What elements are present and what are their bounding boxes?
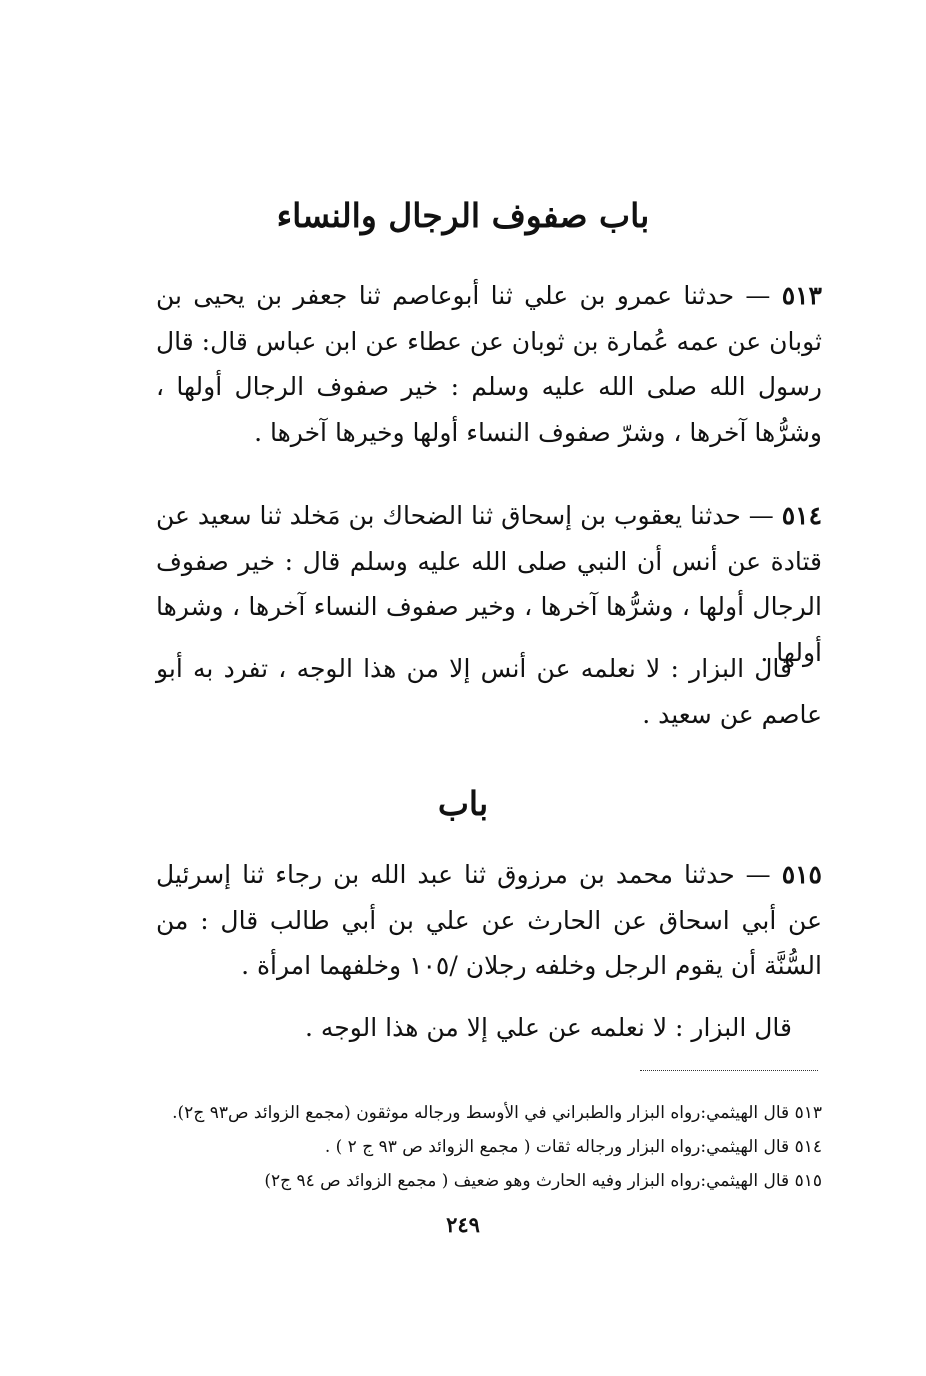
hadith-text: — حدثنا يعقوب بن إسحاق ثنا الضحاك بن مَخلد ثنا سعيد عن قتادة عن أنس أن النبي صلى الله عليه وسلم قال : خير صفوف الرجال أولها ، وشرُّها آخرها ، وخير صفوف النساء آخرها ، وشرها أولها .	[156, 501, 822, 667]
hadith-number: ٥١٣	[781, 281, 822, 310]
bazzar-comment: قال البزار : لا نعلمه عن أنس إلا من هذا الوجه ، تفرد به أبو عاصم عن سعيد .	[156, 654, 822, 729]
chapter-heading: باب صفوف الرجال والنساء	[276, 196, 650, 235]
footnote: ٥١٤ قال الهيثمي:رواه البزار ورجاله ثقات ( مجمع الزوائد ص ٩٣ ج ٢ ) .	[324, 1137, 822, 1157]
bazzar-comment: قال البزار : لا نعلمه عن علي إلا من هذا الوجه .	[304, 1013, 792, 1042]
footnote: ٥١٣ قال الهيثمي:رواه البزار والطبراني في الأوسط ورجاله موثقون (مجمع الزوائد ص٩٣ ج٢).	[172, 1103, 822, 1123]
hadith-text: — حدثنا محمد بن مرزوق ثنا عبد الله بن رجاء ثنا إسرئيل عن أبي اسحاق عن الحارث عن علي بن أبي طالب قال : من السُّنَّة أن يقوم الرجل وخلفه رجلان /١٠٥ وخلفهما امرأة .	[156, 860, 822, 980]
footnote: ٥١٥ قال الهيثمي:رواه البزار وفيه الحارث وهو ضعيف ( مجمع الزوائد ص ٩٤ ج٢)	[264, 1171, 822, 1191]
footnote-divider	[640, 1070, 818, 1071]
hadith-number: ٥١٥	[781, 860, 822, 889]
chapter-heading: باب	[437, 784, 489, 823]
hadith-text: — حدثنا عمرو بن علي ثنا أبوعاصم ثنا جعفر بن يحيى بن ثوبان عن عمه عُمارة بن ثوبان عن عطاء عن ابن عباس قال: قال رسول الله صلى الله عليه وسلم : خير صفوف الرجال أولها ، وشرُّها آخرها ، وشرّ صفوف النساء أولها وخيرها آخرها .	[156, 281, 822, 447]
page-number: ٢٤٩	[446, 1212, 480, 1237]
hadith-number: ٥١٤	[781, 501, 823, 530]
footnotes	[150, 1096, 822, 1198]
hadith-513	[156, 273, 822, 455]
hadith-515	[156, 852, 822, 989]
